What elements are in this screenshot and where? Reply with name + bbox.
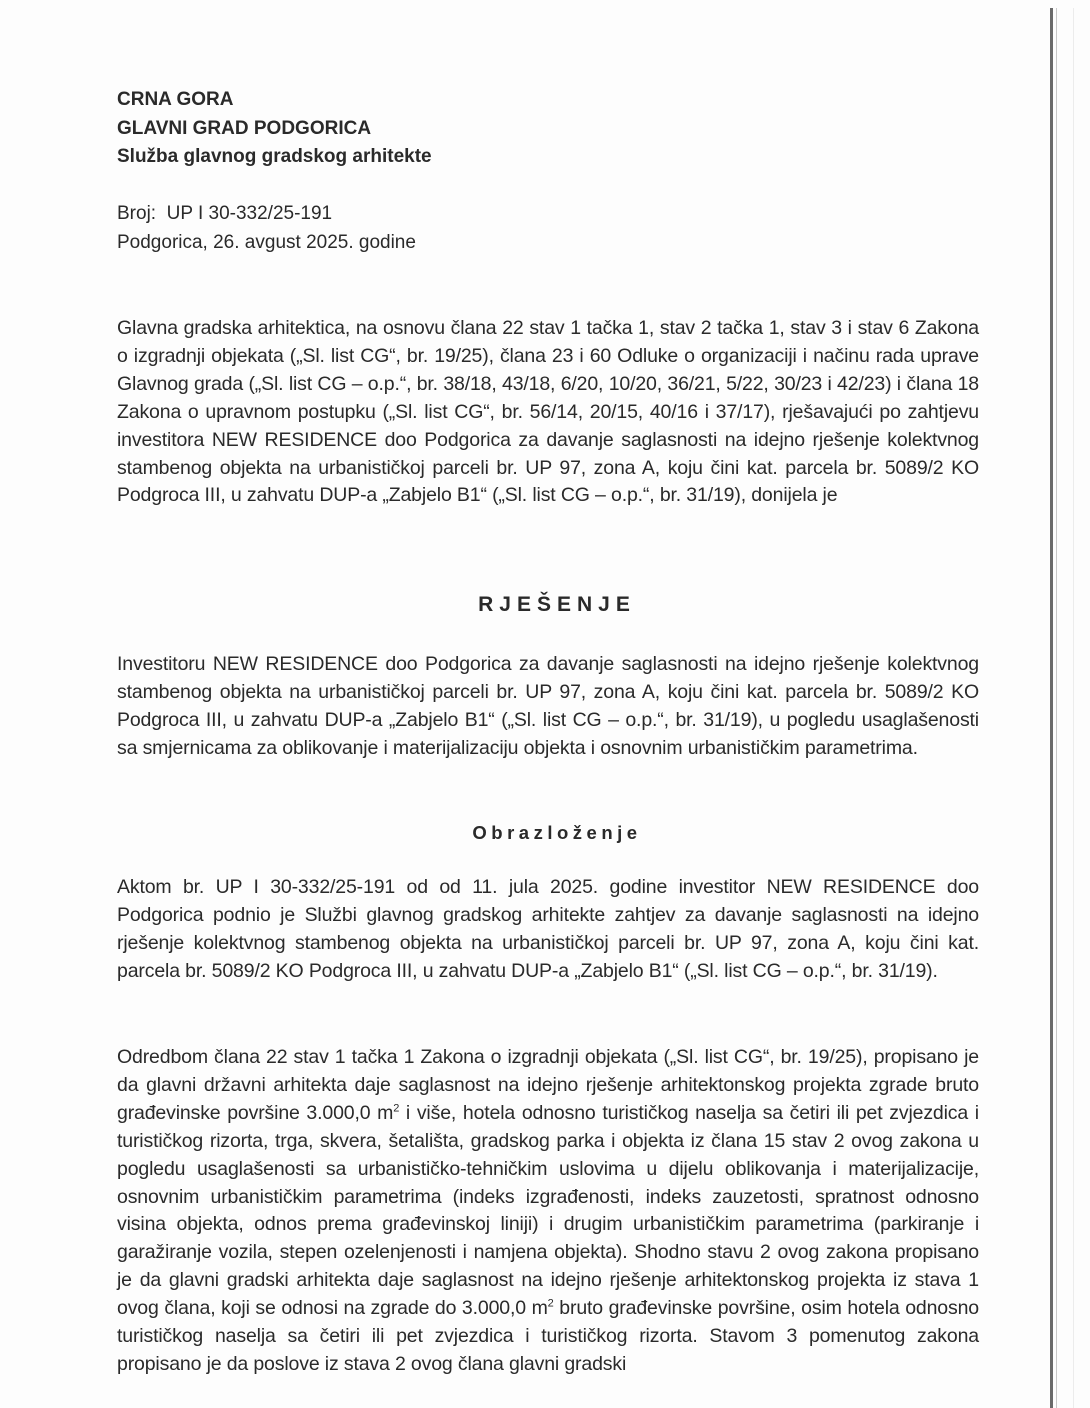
paragraph-text: Odredbom člana 22 stav 1 tačka 1 Zakona o izgradnji objekata („Sl. list CG“, br. 19/25), propisano je da glavni državni arhitekta daje saglasnost na idejno rješenje arhitektonskog projekta zgrade bruto građevinske površine 3.000,0 m — [117, 1046, 979, 1124]
scan-edge-line — [1056, 8, 1057, 1408]
paragraph-text: bruto građevinske površine, osim hotela odnosno turističkog naselja sa četiri ili pet zvjezdica i turističkog rizorta. Stavom 3 pomenutog zakona propisano je da poslove iz stava 2 ovog člana glavni gradski — [117, 1297, 979, 1375]
document-place-date: Podgorica, 26. avgust 2025. godine — [117, 232, 416, 253]
document-header — [117, 86, 432, 172]
reasoning-paragraph-2 — [117, 1044, 979, 1379]
intro-paragraph: Glavna gradska arhitektica, na osnovu člana 22 stav 1 tačka 1, stav 2 tačka 1, stav 3 i stav 6 Zakona o izgradnji objekata („Sl. list CG“, br. 19/25), člana 23 i 60 Odluke o organizaciji i načinu rada uprave Glavnog grada („Sl. list CG – o.p.“, br. 38/18, 43/18, 6/20, 10/20, 36/21, 5/22, 30/23 i 42/23) i člana 18 Zakona o upravnom postupku („Sl. list CG“, br. 56/14, 20/15, 40/16 i 37/17), rješavajući po zahtjevu investitora NEW RESIDENCE doo Podgorica za davanje saglasnosti na idejno rješenje kolektvnog stambenog objekta na urbanističkoj parceli br. UP 97, zona A, koju čini kat. parcela br. 5089/2 KO Podgroca III, u zahvatu DUP-a „Zabjelo B1“ („Sl. list CG – o.p.“, br. 31/19), donijela je — [117, 317, 979, 507]
decision-heading: RJEŠENJE — [478, 593, 636, 616]
header-city: GLAVNI GRAD PODGORICA — [117, 117, 372, 139]
superscript: 2 — [393, 1102, 400, 1115]
scan-edge-line — [1073, 8, 1074, 1408]
document-number: Broj: UP I 30-332/25-191 — [117, 203, 333, 224]
header-office: Služba glavnog gradskog arhitekte — [117, 146, 432, 167]
scan-edge-line — [1050, 8, 1053, 1408]
header-country: CRNA GORA — [117, 89, 234, 110]
document-meta — [117, 199, 416, 257]
reasoning-paragraph-1: Aktom br. UP I 30-332/25-191 od od 11. jula 2025. godine investitor NEW RESIDENCE doo Podgorica podnio je Službi glavnog gradskog arhitekte zahtjev za davanje saglasnosti na idejno rješenje kolektvnog stambenog objekta na urbanističkoj parceli br. UP 97, zona A, koju čini kat. parcela br. 5089/2 KO Podgroca III, u zahvatu DUP-a „Zabjelo B1“ („Sl. list CG – o.p.“, br. 31/19). — [117, 876, 979, 982]
paragraph-text: i više, hotela odnosno turističkog naselja sa četiri ili pet zvjezdica i turističkog rizorta, trga, skvera, šetališta, gradskog parka i objekta iz člana 15 stav 2 ovog zakona u pogledu usaglašenosti sa urbanističko-tehničkim uslovima u dijelu oblikovanja i materijalizacije, osnovnim urbanističkim parametrima (indeks izgrađenosti, indeks zauzetosti, spratnost odnosno visina objekta, odnos prema građevinskoj liniji) i drugim urbanističkim parametrima (parkiranje i garažiranje vozila, stepen ozelenjenosti i namjena objekta). Shodno stavu 2 ovog zakona propisano je da glavni gradski arhitekta daje saglasnost na idejno rješenje arhitektonskog projekta iz stava 1 ovog člana, koji se odnosi na zgrade do 3.000,0 m — [117, 1101, 979, 1320]
reasoning-heading: Obrazloženje — [472, 822, 642, 843]
decision-paragraph: Investitoru NEW RESIDENCE doo Podgorica za davanje saglasnosti na idejno rješenje kolektvnog stambenog objekta na urbanističkoj parceli br. UP 97, zona A, koju čini kat. parcela br. 5089/2 KO Podgroca III, u zahvatu DUP-a „Zabjelo B1“ („Sl. list CG – o.p.“, br. 31/19), u pogledu usaglašenosti sa smjernicama za oblikovanje i materijalizaciju objekta i osnovnim urbanističkim parametrima. — [117, 653, 979, 759]
superscript: 2 — [547, 1297, 554, 1310]
